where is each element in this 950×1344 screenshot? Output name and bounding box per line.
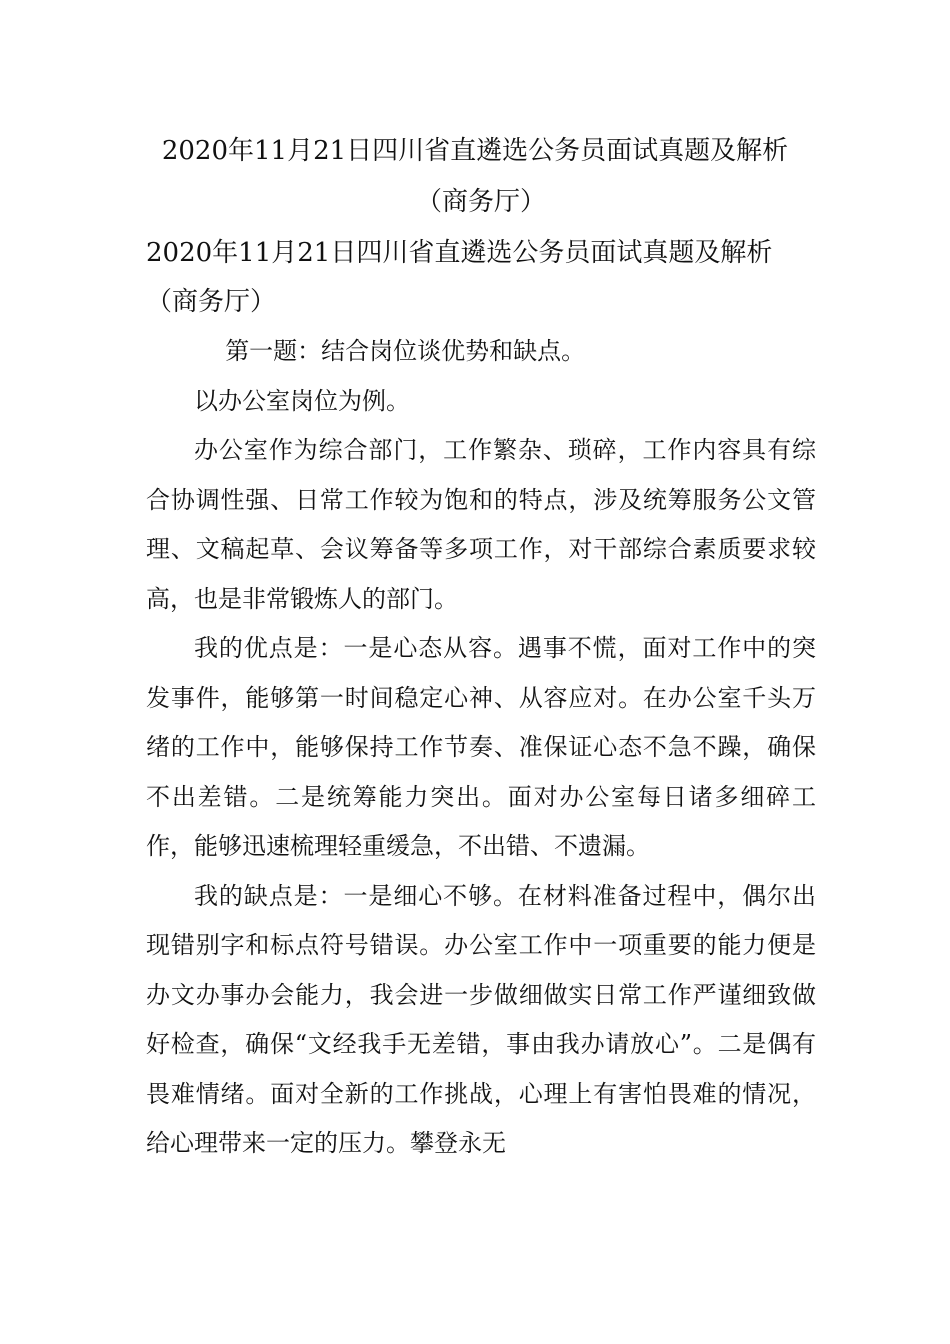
section-heading-subtitle: （商务厅） (146, 287, 277, 317)
question-paragraph: 第一题：结合岗位谈优势和缺点。 (225, 337, 586, 365)
document-title: 2020年11月21日四川省直遴选公务员面试真题及解析 (161, 136, 789, 166)
body-paragraph: 我的缺点是：一是细心不够。在材料准备过程中，偶尔出现错别字和标点符号错误。办公室工作中一项重要的能力便是办文办事办会能力，我会进一步做细做实日常工作严谨细致做好检查，确保“文经我手无差错，事由我办请放心”。二是偶有畏难情绪。面对全新的工作挑战，心理上有害怕畏难的情况，给心理带来一定的压力。攀登永无 (146, 881, 816, 1157)
body-paragraph: 以办公室岗位为例。 (194, 386, 410, 415)
document-title-subtitle: （商务厅） (416, 187, 547, 217)
section-heading: 2020年11月21日四川省直遴选公务员面试真题及解析 (146, 238, 773, 268)
body-paragraph: 办公室作为综合部门，工作繁杂、琐碎，工作内容具有综合协调性强、日常工作较为饱和的特点，涉及统筹服务公文管理、文稿起草、会议筹备等多项工作，对干部综合素质要求较高，也是非常锻炼人的部门。 (146, 436, 816, 613)
document-body (146, 327, 816, 1169)
body-paragraph: 我的优点是：一是心态从容。遇事不慌，面对工作中的突发事件，能够第一时间稳定心神、从容应对。在办公室千头万绪的工作中，能够保持工作节奏、准保证心态不急不躁，确保不出差错。二是统筹能力突出。面对办公室每日诸多细碎工作，能够迅速梳理轻重缓急，不出错、不遗漏。 (146, 634, 816, 860)
